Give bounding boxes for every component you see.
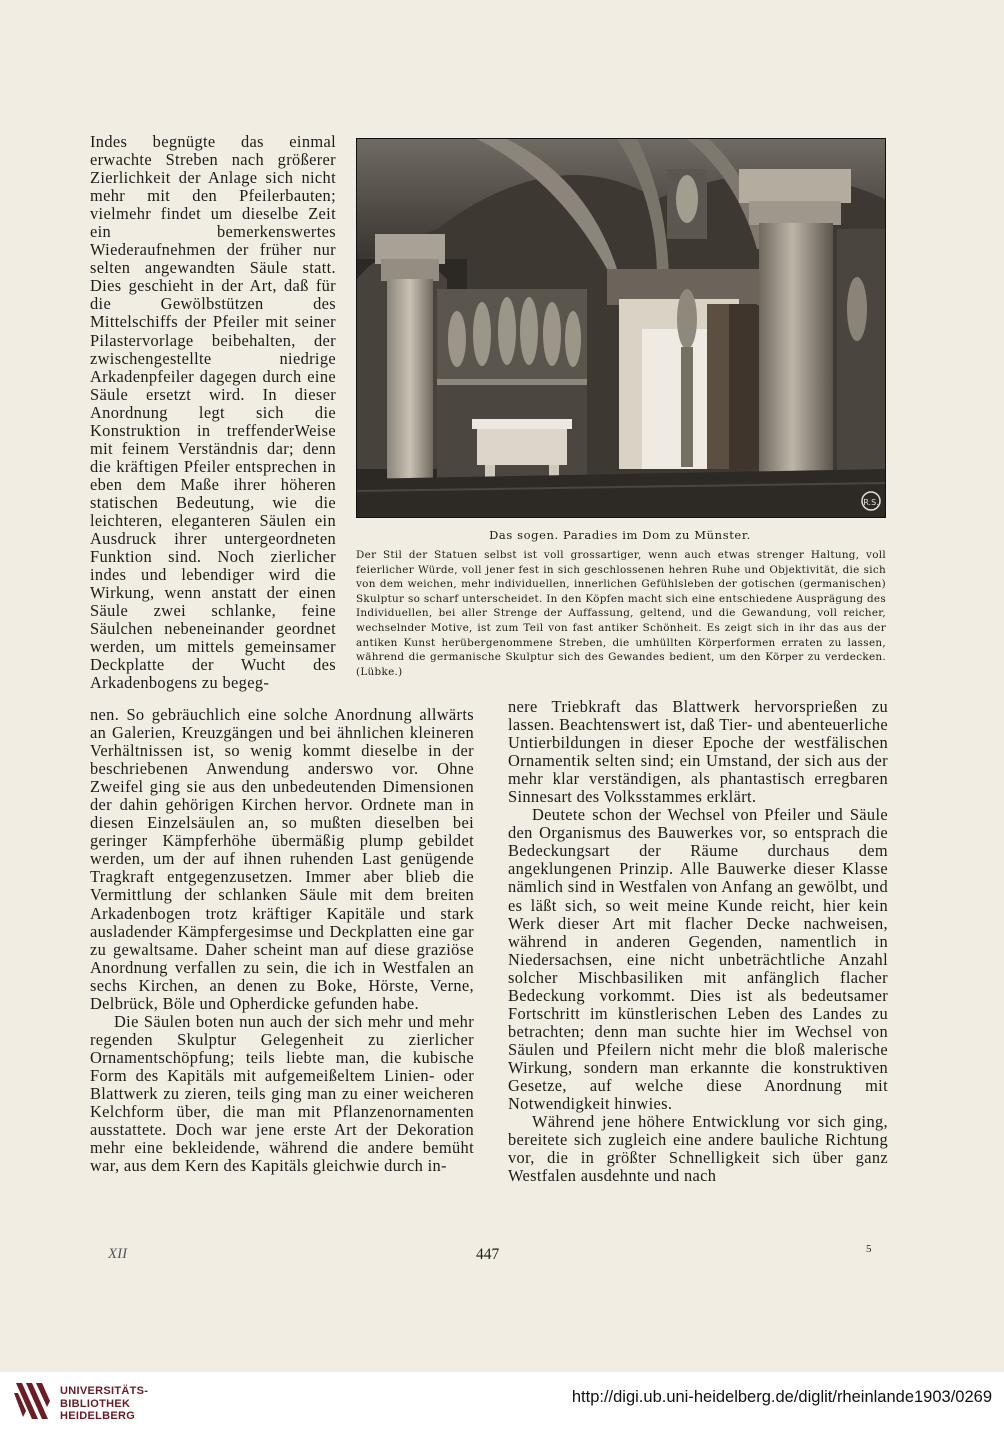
figure-photo [356, 138, 886, 518]
left-paragraph-1: nen. So gebräuchlich eine solche Anordnung allwärts an Galerien, Kreuzgängen und bei ähnlichen kleineren Verhältnissen ist, so wenig kommt dieselbe in der beschriebenen Anwendung anderswo vor. Ohne Zweifel ging sie aus den unbedeutenden Dimensionen der dahin gehörigen Kirchen hervor. Ordnete man in diesen Einzelsäulen an, so mußten dieselben bei geringer Kämpferhöhe übermäßig plump gebildet werden, um der auf ihnen ruhenden Last genügende Tragkraft entgegenzusetzen. Immer aber blieb die Vermittlung der schlanken Säule mit dem breiten Arkadenbogen trotz kräftiger Kapitäle und stark ausladender Kämpfergesimse und Deckplatten eine gar zu gewaltsame. Daher scheint man auf diese graziöse Anordnung verfallen zu sein, die ich in Westfalen an sechs Kirchen, an denen zu Boke, Hörste, Verne, Delbrück, Böle und Opherdicke gefunden habe. [90, 705, 474, 1013]
right-paragraph-2: Deutete schon der Wechsel von Pfeiler und Säule den Organismus des Bauwerkes vor, so entsprach die Bedeckungsart der Räume durchaus dem angeklungenen Prinzip. Alle Bauwerke dieser Klasse nämlich sind in Westfalen von Anfang an gewölbt, und es läßt sich, so weit meine Kunde reicht, hier kein Werk dieser Art mit flacher Decke nachweisen, während in anderen Gegenden, namentlich in Niedersachsen, eine nicht unbeträchtliche Anzahl solcher Mischbasiliken mit anfänglich flacher Bedeckung vorkommt. Dies ist als bedeutsamer Fortschritt im künstlerischen Leben des Landes zu betrachten; denn man suchte hier im Wechsel von Säulen und Pfeilern nicht mehr die bloß malerische Wirkung, sondern man erkannte die konstruktiven Gesetze, auf welche diese Anordnung mit Notwendigkeit hinwies. [508, 805, 888, 1114]
page-number: 447 [476, 1246, 500, 1263]
library-name [60, 1385, 148, 1423]
figure-caption-text: Der Stil der Statuen selbst ist voll grossartiger, wenn auch etwas strenger Haltung, voll feierlicher Würde, voll jener fest in sich geschlossenen hehren Ruhe und Objektivität, die sich von dem weichen, mehr individuellen, innerlichen Gefühlsleben der gotischen (germanischen) Skulptur so scharf unterscheidet. In den Köpfen macht sich eine entschiedene Ausprägung des Individuellen, bei aller Strenge der Auffassung, geltend, und die Gewandung, voll reicher, wechselnder Motive, ist zum Teil von fast antiker Schönheit. Es zeigt sich in ihr das aus der antiken Kunst herübergenommene Streben, die umhüllten Körperformen erraten zu lassen, während die germanische Skulptur sich des Gewandes bedient, um den Körper zu verdecken. (Lübke.) [356, 549, 886, 678]
figure-caption-title: Das sogen. Paradies im Dom zu Münster. [489, 528, 751, 542]
cathedral-porch-image [357, 139, 885, 517]
right-column [508, 698, 888, 1185]
right-paragraph-3: Während jene höhere Entwicklung vor sich ging, bereitete sich zugleich eine andere bauliche Richtung vor, die in größter Schnelligkeit sich über ganz Westfalen ausdehnte und nach [508, 1112, 888, 1186]
intro-paragraph: Indes begnügte das einmal erwachte Streben nach größerer Zierlichkeit der Anlage sich nicht mehr mit den Pfeilerbauten; vielmehr findet um dieselbe Zeit ein bemerkenswertes Wiederaufnehmen der früher nur selten angewandten Säule statt. Dies geschieht in der Art, daß für die Gewölbstützen des Mittelschiffs der Pfeiler mit seiner Pilastervorlage beibehalten, der zwischengestellte niedrige Arkadenpfeiler dagegen durch eine Säule ersetzt wird. In dieser Anordnung legt sich die Konstruktion in treffenderWeise mit feinem Verständnis dar; denn die kräftigen Pfeiler entsprechen in eben dem Maße ihrer höheren statischen Bedeutung, wie die leichteren, eleganteren Säulen ein Ausdruck ihrer untergeordneten Funktion sind. Noch zierlicher indes und lebendiger wird die Wirkung, wenn anstatt der einen Säule zwei schlanke, feine Säulchen nebeneinander geordnet werden, um mittels gemeinsamer Deckplatte der Wucht des Arkadenbogens zu begeg- [90, 132, 336, 693]
sheet-number: 5 [866, 1243, 872, 1255]
library-name-line-1: UNIVERSITÄTS- [60, 1385, 149, 1397]
photo-mark: R.S. [863, 498, 879, 507]
left-column [90, 706, 474, 1175]
permalink-url[interactable]: http://digi.ub.uni-heidelberg.de/diglit/rheinlande1903/0269 [571, 1388, 992, 1406]
library-name-line-2: BIBLIOTHEK [60, 1397, 131, 1410]
left-paragraph-2: Die Säulen boten nun auch der sich mehr und mehr regenden Skulptur Gelegenheit zu zierlicher Ornamentschöpfung; teils liebte man, die kubische Form des Kapitäls mit aufgemeißeltem Linien- oder Blattwerk zu zieren, teils ging man zu einer weicheren Kelchform über, die man mit Pflanzenornamenten ausstattete. Doch war jene erste Art der Dekoration mehr eine bekleidende, während die andere bemüht war, aus dem Kern des Kapitäls gleichwie durch in- [90, 1011, 474, 1176]
signature-mark: XII [108, 1246, 128, 1262]
right-paragraph-1: nere Triebkraft das Blattwerk hervorsprießen zu lassen. Beachtenswert ist, daß Tier- und abenteuerliche Untierbildungen in dieser Epoche der westfälischen Ornamentik selten sind; ein Umstand, der sich aus der mehr klar verständigen, als phantastisch erregbaren Sinnesart des Volksstammes erklärt. [508, 697, 888, 807]
library-name-line-3: HEIDELBERG [60, 1410, 136, 1422]
university-library-logo-icon [12, 1379, 54, 1425]
